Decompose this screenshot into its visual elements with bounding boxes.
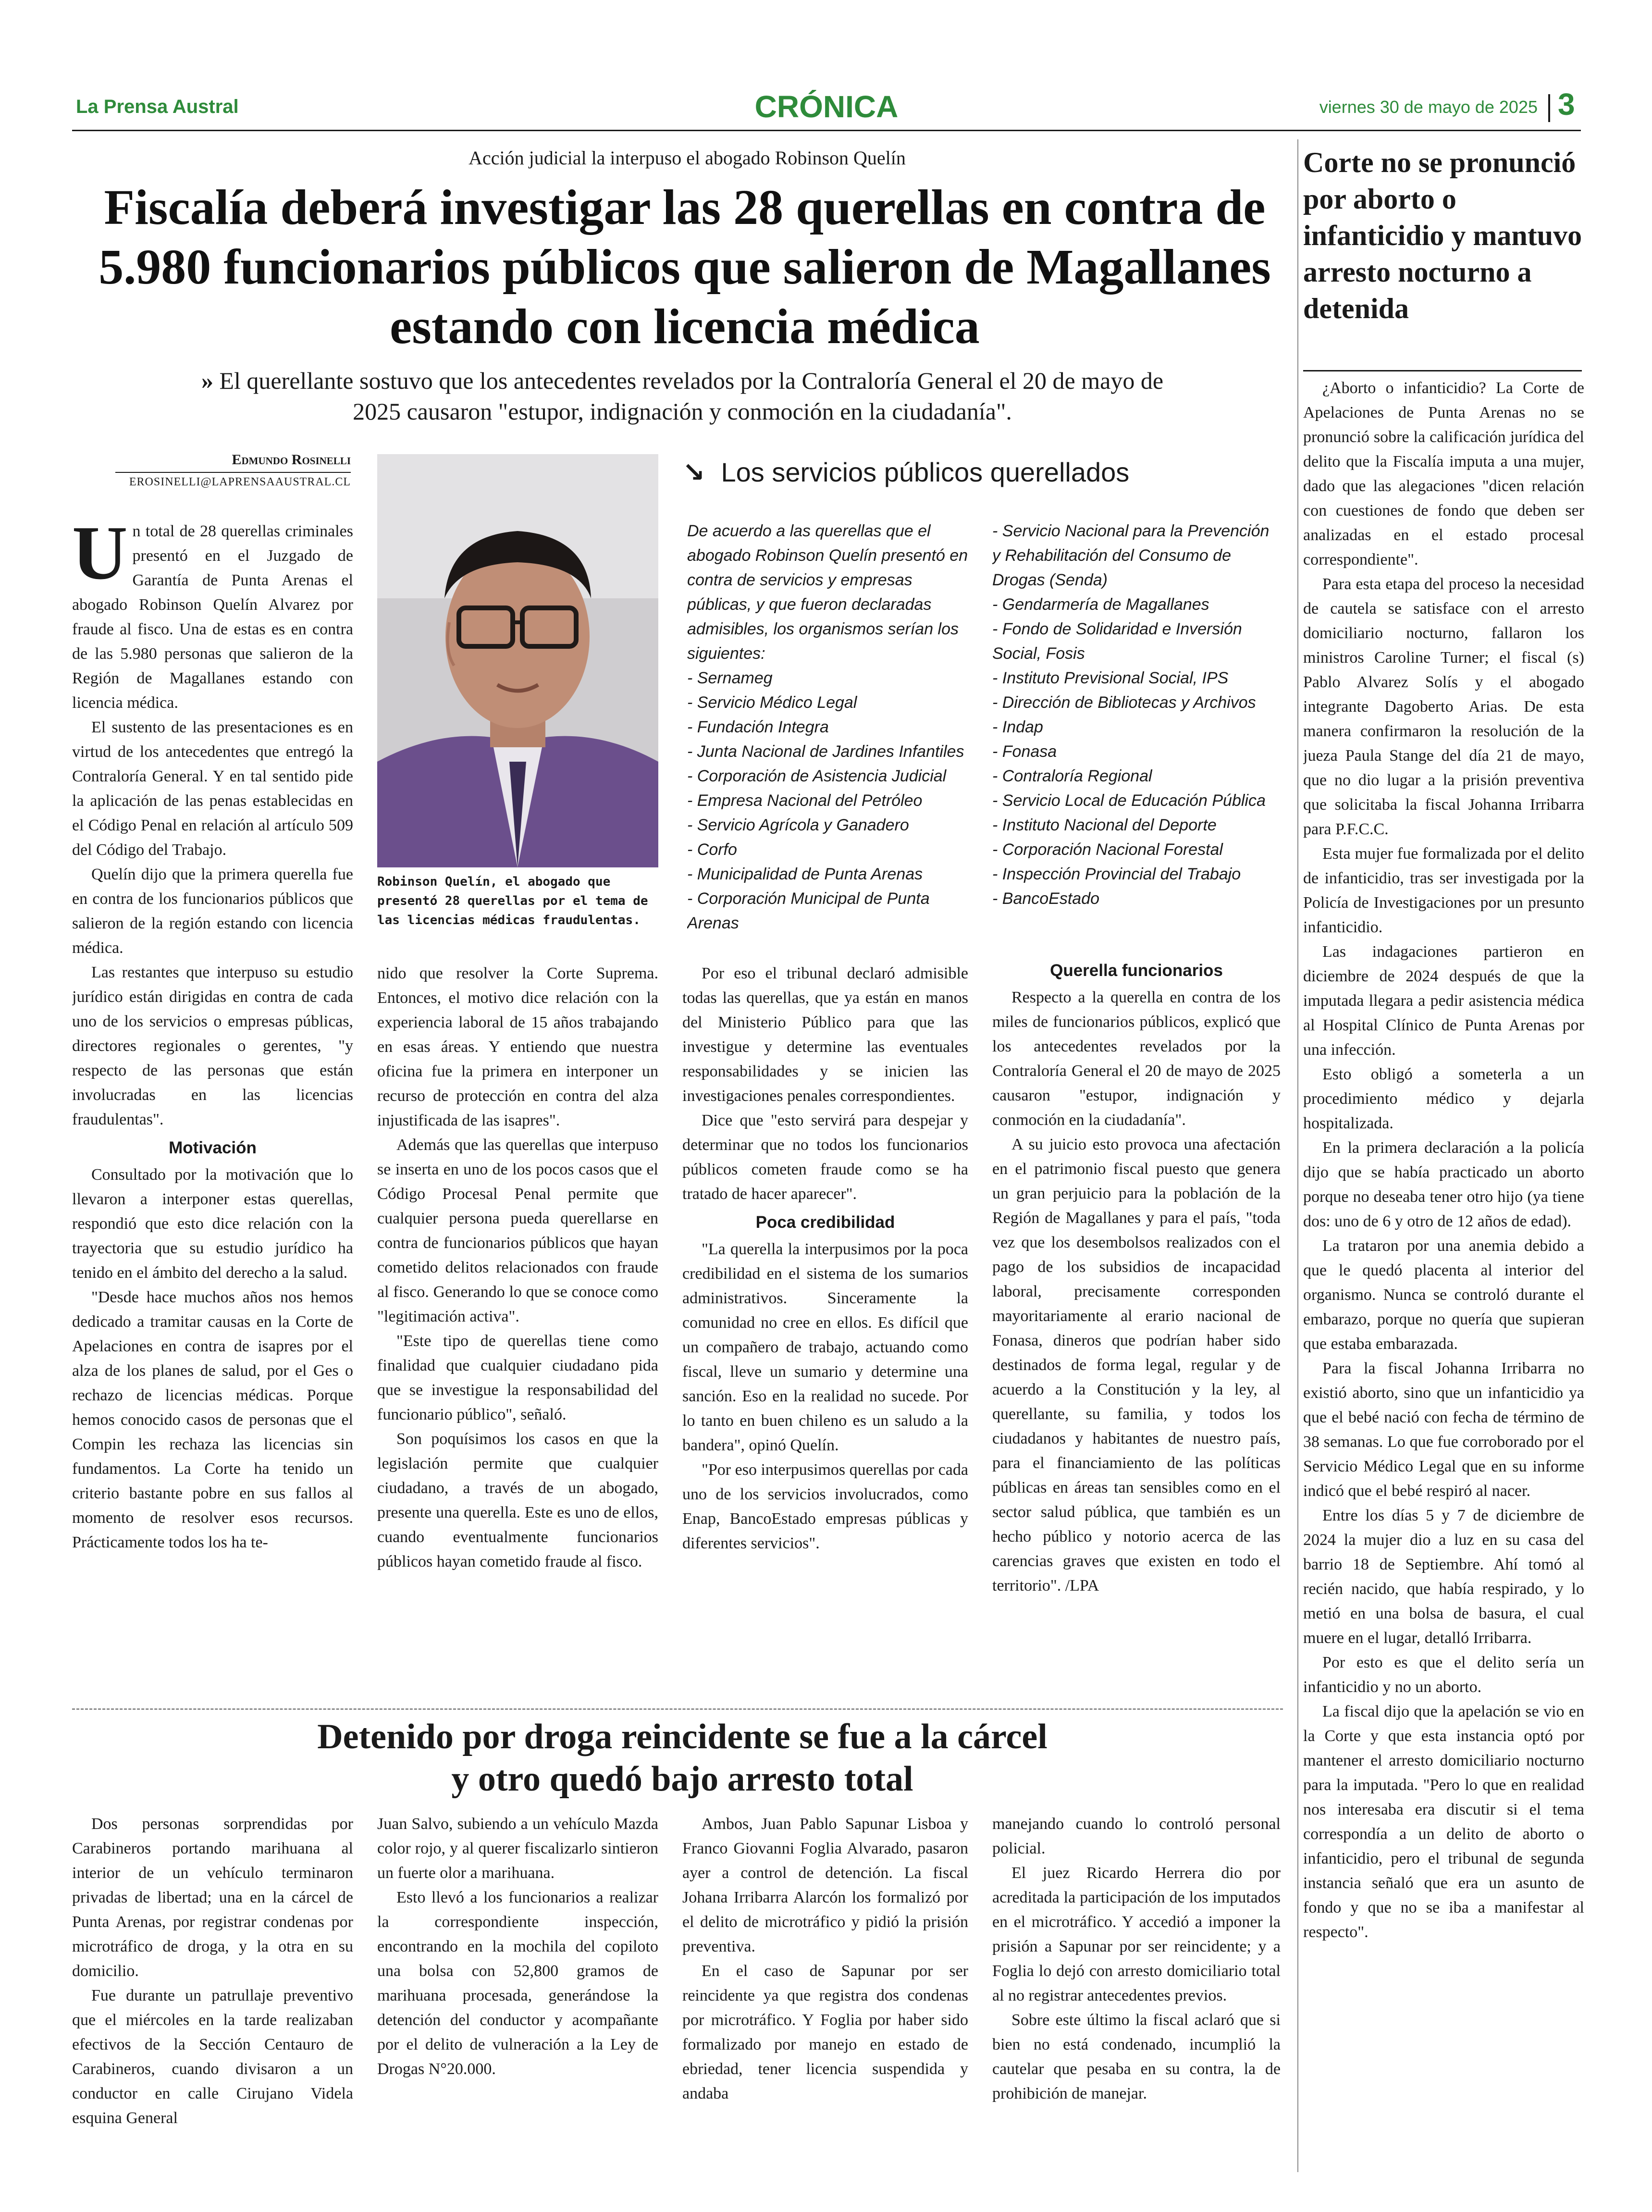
paragraph: Juan Salvo, subiendo a un vehículo Mazda color rojo, y al querer fiscalizarlo sintieron un fuerte olor a marihuana. xyxy=(377,1815,658,1882)
paragraph: Las indagaciones partieron en diciembre de 2024 después de que la imputada llegara a pedir asistencia médica al Hospital Clínico de Punta Arenas por una infección. xyxy=(1303,943,1584,1059)
list-item: - Sernameg xyxy=(687,669,773,687)
section-divider xyxy=(72,1708,1283,1710)
section-name: CRÓNICA xyxy=(754,89,899,124)
byline-email: EROSINELLI@LAPRENSAAUSTRAL.CL xyxy=(129,476,351,488)
side-column-rule xyxy=(1297,139,1298,2172)
paragraph: "La querella la interpusimos por la poca credibilidad en el sistema de los sumarios administrativos. Sinceramente la comunidad no cree en ellos. Es difícil que un compañero de trabajo, actuando como fiscal, lleve un sumario y determine una sanción. Eso en la realidad no sucede. Por lo tanto en buen chileno es un saludo a la bandera", opinó Quelín. xyxy=(682,1240,968,1454)
list-item: - Junta Nacional de Jardines Infantiles xyxy=(687,742,964,761)
services-list-column-b xyxy=(992,519,1281,942)
paragraph: Las restantes que interpuso su estudio jurídico están dirigidas en contra de cada uno de los servicios o empresas públicas, directores regionales o gerentes, "y respecto de las personas que están involucradas en las licencias fraudulentas". xyxy=(72,964,353,1128)
list-item: - Corporación de Asistencia Judicial xyxy=(687,767,947,785)
list-item: - Fondo de Solidaridad e Inversión Social, Fosis xyxy=(992,620,1242,663)
bottom-column-1 xyxy=(72,1812,353,2187)
list-item: - Servicio Agrícola y Ganadero xyxy=(687,816,909,834)
paragraph: "Desde hace muchos años nos hemos dedicado a tramitar causas en la Corte de Apelaciones en contra de isapres por el alza de los planes de salud, por el Ges o rechazo de licencias médicas. Porque hemos conocido casos de personas que el Compin les rechaza las licencias sin fundamentos. La Corte ha tenido un criterio bastante pobre en sus fallos al momento de resolver esos recursos. Prácticamente todos los ha te- xyxy=(72,1288,353,1551)
list-item: - Instituto Nacional del Deporte xyxy=(992,816,1217,834)
paragraph: Por esto es que el delito sería un infanticidio y no un aborto. xyxy=(1303,1654,1584,1696)
side-headline-rule xyxy=(1303,370,1582,371)
paragraph: El sustento de las presentaciones es en virtud de los antecedentes que entregó la Contraloría General. Y en tal sentido pide la aplicación de las penas establecidas en el Código Penal en relación al artículo 509 del Código del Trabajo. xyxy=(72,718,353,859)
list-item: - Indap xyxy=(992,718,1043,736)
list-item: - Gendarmería de Magallanes xyxy=(992,595,1209,614)
list-item: - Corporación Nacional Forestal xyxy=(992,840,1223,859)
paragraph: ¿Aborto o infanticidio? La Corte de Apelaciones de Punta Arenas no se pronunció sobre la calificación jurídica del delito que la Fiscalía imputa a una mujer, dado que las alegaciones "dicen relación con cuestiones de fondo que deben ser analizadas en el estado procesal correspondiente". xyxy=(1303,379,1584,568)
paragraph: Esto llevó a los funcionarios a realizar la correspondiente inspección, encontrando en la mochila del copiloto una bolsa con 52,800 gramos de marihuana procesada, generándose la detención del conductor y acompañante por el delito de vulneración a la Ley de Drogas N°20.000. xyxy=(377,1889,658,2078)
arrow-icon: ↘ xyxy=(682,457,705,487)
article-headline: Fiscalía deberá investigar las 28 querellas en contra de 5.980 funcionarios públicos que salieron de Magallanes estando con licencia médica xyxy=(99,180,1271,354)
lead-text: El querellante sostuvo que los antecedentes revelados por la Contraloría General el 20 de mayo de 2025 causaron "estupor, indignación y conmoción en la ciudadanía". xyxy=(219,367,1164,425)
header-rule xyxy=(72,130,1581,131)
drop-cap: U xyxy=(72,519,128,595)
article-column-3 xyxy=(682,961,968,1682)
bottom-column-4 xyxy=(992,1812,1281,2187)
paragraph: "Este tipo de querellas tiene como finalidad que cualquier ciudadano pida que se investigue la responsabilidad del funcionario público", señaló. xyxy=(377,1332,658,1423)
article-column-2 xyxy=(377,961,658,1682)
article-lead xyxy=(183,365,1182,427)
paragraph: "Por eso interpusimos querellas por cada uno de los servicios involucrados, como Enap, BancoEstado empresas públicas y diferentes servicios". xyxy=(682,1461,968,1552)
paragraph: En el caso de Sapunar por ser reincidente ya que registra dos condenas por microtráfico. Y Foglia por haber sido formalizado por manejo en estado de ebriedad, tener licencia suspendida y andaba xyxy=(682,1962,968,2102)
side-article-headline: Corte no se pronunció por aborto o infanticidio y mantuvo arresto nocturno a detenida xyxy=(1303,147,1582,324)
paragraph: En la primera declaración a la policía dijo que se había practicado un aborto porque no deseaba tener otro hijo (ya tiene dos: uno de 6 y otro de 12 años de edad). xyxy=(1303,1139,1584,1230)
list-item: - Empresa Nacional del Petróleo xyxy=(687,791,923,810)
list-item: - Servicio Nacional para la Prevención y Rehabilitación del Consumo de Drogas (Senda) xyxy=(992,522,1270,589)
bottom-column-3 xyxy=(682,1812,968,2187)
page-number: 3 xyxy=(1558,87,1575,122)
paragraph: A su juicio esto provoca una afectación en el patrimonio fiscal puesto que genera un gran perjuicio para la población de la Región de Magallanes y para el país, "toda vez que los desembolsos realizados con el pago de los subsidios de incapacidad laboral, precisamente corresponden mayoritariamente al erario nacional de Fonasa, dineros que podrían haber sido destinados de forma legal, regular y de acuerdo a la Constitución y la ley, al querellante, su familia, y todos los ciudadanos y habitantes de nuestro país, para el financiamiento de las políticas públicas en áreas tan sensibles como en el sector salud pública, que también es un hecho público y notorio acerca de las carencias graves que existen en todo el territorio". /LPA xyxy=(992,1136,1281,1594)
list-item: - Dirección de Bibliotecas y Archivos xyxy=(992,693,1256,712)
box-intro: De acuerdo a las querellas que el abogado Robinson Quelín presentó en contra de servicios y empresas públicas, y que fueron declaradas admisibles, los organismos serían los siguientes: xyxy=(687,522,968,663)
paragraph: La fiscal dijo que la apelación se vio en la Corte y que esta instancia optó por mantener el arresto domiciliario nocturno para la imputada. "Pero lo que en realidad nos interesaba era discutir si el tema correspondía a un delito de aborto o infanticidio, pero el tribunal de segunda instancia señaló que era un asunto de fondo y que no se iba a manifestar al respecto". xyxy=(1303,1703,1584,1941)
list-item: - Corporación Municipal de Punta Arenas xyxy=(687,890,930,932)
list-item: - Servicio Médico Legal xyxy=(687,693,857,712)
paragraph: Para esta etapa del proceso la necesidad de cautela se satisface con el arresto domiciliario nocturno, fallaron los ministros Caroline Turner; el fiscal (s) Pablo Alvarez Solís y el abogado integrante Dagoberto Arias. De esta manera confirmaron la resolución de la jueza Paula Stange del día 21 de mayo, que no dio lugar a la prisión preventiva que solicitaba la fiscal Johanna Irribarra para P.F.C.C. xyxy=(1303,575,1584,838)
issue-date: viernes 30 de mayo de 2025 xyxy=(1319,97,1538,117)
paragraph: La trataron por una anemia debido a que le quedó placenta al interior del organismo. Nunca se controló durante el embarazo, porque no quería que supieran que estaba embarazada. xyxy=(1303,1237,1584,1353)
list-item: - BancoEstado xyxy=(992,890,1100,908)
paragraph: Esto obligó a someterla a un procedimiento médico y dejarla hospitalizada. xyxy=(1303,1065,1584,1132)
portrait-illustration xyxy=(377,454,658,867)
paragraph: Quelín dijo que la primera querella fue en contra de los funcionarios públicos que salieron de la región estando con licencia médica. xyxy=(72,865,353,957)
article-column-1 xyxy=(72,519,353,1682)
paragraph: nido que resolver la Corte Suprema. Entonces, el motivo dice relación con la experiencia laboral de 15 años trabajando en esas áreas. Y entiendo que nuestra oficina fue la primera en interponer un recurso de protección en contra del alza injustificada de las isapres". xyxy=(377,964,658,1129)
paragraph: Entre los días 5 y 7 de diciembre de 2024 la mujer dio a luz en su casa del barrio 18 de Septiembre. Ahí tomó al recién nacido, que había respirado, y lo metió en una bolsa de basura, el cual muere en el lugar, detalló Irribarra. xyxy=(1303,1507,1584,1647)
bottom-article-headline: Detenido por droga reincidente se fue a la cárcel y otro quedó bajo arresto total xyxy=(317,1717,1048,1799)
byline-rule xyxy=(115,472,351,473)
photo-caption: Robinson Quelín, el abogado que presentó 28 querellas por el tema de las licencias médicas fraudulentas. xyxy=(377,875,648,927)
byline-author: Edmundo Rosinelli xyxy=(232,452,351,468)
paragraph: Consultado por la motivación que lo llevaron a interponer estas querellas, respondió que esto dice relación con la trayectoria que su estudio jurídico ha tenido en el ámbito del derecho a la salud. xyxy=(72,1166,353,1282)
paragraph: Por eso el tribunal declaró admisible todas las querellas, que ya están en manos del Ministerio Público para que las investigue y determine las eventuales responsabilidades y se inicien las investigaciones penales correspondientes. xyxy=(682,964,968,1105)
lead-arrow-icon: » xyxy=(201,367,213,394)
list-item: - Fundación Integra xyxy=(687,718,829,736)
list-item: - Inspección Provincial del Trabajo xyxy=(992,865,1241,883)
paragraph: Son poquísimos los casos en que la legislación permite que cualquier ciudadano, a través de un abogado, presente una querella. Este es uno de ellos, cuando eventualmente funcionarios públicos hayan cometido fraude al fisco. xyxy=(377,1430,658,1570)
paragraph: Fue durante un patrullaje preventivo que el miércoles en la tarde realizaban efectivos de la Sección Centauro de Carabineros, cuando divisaron a un conductor en calle Cirujano Videla esquina General xyxy=(72,1987,353,2127)
paragraph: Respecto a la querella en contra de los miles de funcionarios públicos, explicó que los antecedentes revelados por la Contraloría General el 20 de mayo de 2025 causaron "estupor, indignación y conmoción en la ciudadanía". xyxy=(992,989,1281,1129)
paragraph: Dice que "esto servirá para despejar y determinar que no todos los funcionarios públicos cometen fraude como se ha tratado de hacer aparecer". xyxy=(682,1112,968,1203)
services-box-title xyxy=(682,457,1283,488)
paragraph: Además que las querellas que interpuso se inserta en uno de los pocos casos que el Código Procesal Penal permite que cualquier persona pueda querellarse en contra de funcionarios públicos que hayan cometido delitos relacionados con fraude al fisco. Generando lo que se conoce como "legitimación activa". xyxy=(377,1136,658,1325)
photo-robinson-quelin xyxy=(377,454,658,867)
list-item: - Servicio Local de Educación Pública xyxy=(992,791,1266,810)
list-item: - Municipalidad de Punta Arenas xyxy=(687,865,923,883)
subhead-querella-funcionarios: Querella funcionarios xyxy=(1050,961,1223,980)
paragraph: Para la fiscal Johanna Irribarra no existió aborto, sino que un infanticidio ya que el bebé nació con fecha de término de 38 semanas. Lo que fue corroborado por el Servicio Médico Legal que en su informe indicó que el bebé respiró al nacer. xyxy=(1303,1359,1584,1500)
side-article-body xyxy=(1303,376,1584,2183)
services-list-column-a xyxy=(687,519,973,942)
paragraph: El juez Ricardo Herrera dio por acreditada la participación de los imputados en el microtráfico. Y accedió a imponer la prisión a Sapunar por ser reincidente; y a Foglia lo dejó con arresto domiciliario total al no registrar antecedentes previos. xyxy=(992,1864,1281,2004)
page-number-divider xyxy=(1548,94,1550,122)
paragraph: Sobre este último la fiscal aclaró que si bien no está condenado, incumplió la cautelar que pesaba en su contra, la de prohibición de manejar. xyxy=(992,2011,1281,2102)
paragraph: manejando cuando lo controló personal policial. xyxy=(992,1815,1281,1857)
paragraph: Esta mujer fue formalizada por el delito de infanticidio, tras ser investigada por la Policía de Investigaciones por un presunto infanticidio. xyxy=(1303,845,1584,936)
box-title-text: Los servicios públicos querellados xyxy=(721,457,1130,487)
paragraph: n total de 28 querellas criminales presentó en el Juzgado de Garantía de Punta Arenas el abogado Robinson Quelín Alvarez por fraude al fisco. Una de estas es en contra de las 5.980 personas que salieron de la Región de Magallanes estando con licencia médica. xyxy=(72,522,353,712)
list-item: - Contraloría Regional xyxy=(992,767,1152,785)
list-item: - Instituto Previsional Social, IPS xyxy=(992,669,1229,687)
list-item: - Fonasa xyxy=(992,742,1057,761)
subhead-motivacion: Motivación xyxy=(169,1138,257,1157)
article-kicker: Acción judicial la interpuso el abogado Robinson Quelín xyxy=(468,147,906,169)
paragraph: Ambos, Juan Pablo Sapunar Lisboa y Franco Giovanni Foglia Alvarado, pasaron ayer a control de detención. La fiscal Johana Irribarra Alarcón los formalizó por el delito de microtráfico y pidió la prisión preventiva. xyxy=(682,1815,968,1955)
subhead-poca-credibilidad: Poca credibilidad xyxy=(755,1213,895,1232)
article-column-4 xyxy=(992,961,1281,1682)
paragraph: Dos personas sorprendidas por Carabineros portando marihuana al interior de un vehículo terminaron privadas de libertad; una en la cárcel de Punta Arenas, por registrar condenas por microtráfico de droga, y la otra en su domicilio. xyxy=(72,1815,353,1980)
masthead-newspaper-name: La Prensa Austral xyxy=(76,96,239,117)
list-item: - Corfo xyxy=(687,840,737,859)
bottom-column-2 xyxy=(377,1812,658,2187)
